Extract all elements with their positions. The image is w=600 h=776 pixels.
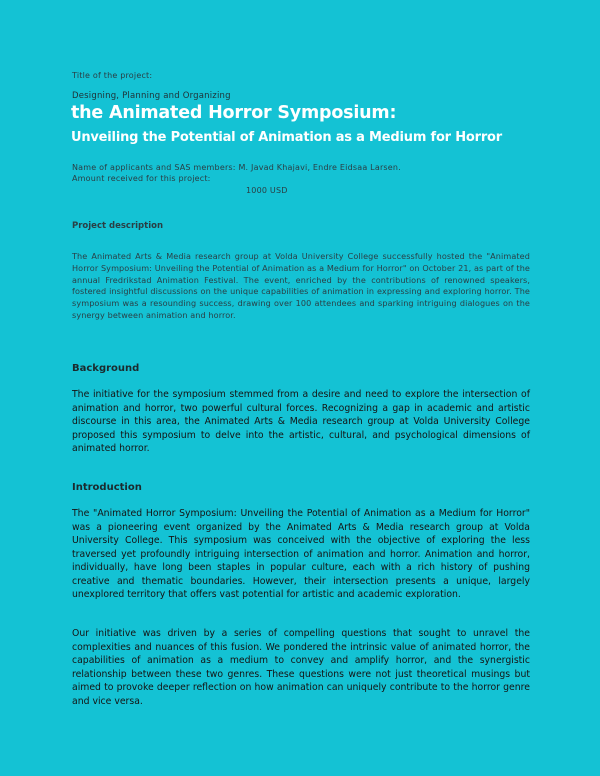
introduction-paragraph-2: Our initiative was driven by a series of compelling questions that sought to unravel the complexities and nuances of this fusion. We pondered the intrinsic value of animated horror, the capabilities of animation as a medium to convey and amplify horror, and the synergistic relationship between these two genres. These questions were not just theoretical musings but aimed to provoke deeper reflection on how animation can uniquely contribute to the horror genre and vice versa. [72, 628, 530, 707]
project-title: the Animated Horror Symposium: [71, 103, 397, 123]
project-description-text: The Animated Arts & Media research group at Volda University College successfully hosted the "Animated Horror Symposium: Unveiling the Potential of Animation as a Medium for Horror" on October 21, as part of the annual Fredrikstad Animation Festival. The event, enriched by the contributions of renowned speakers, fostered insightful discussions on the unique capabilities of animation in expressing and exploring horror. The symposium was a resounding success, drawing over 100 attendees and sparking intriguing dialogues on the synergy between animation and horror. [72, 251, 530, 320]
introduction-paragraph-1: The "Animated Horror Symposium: Unveiling the Potential of Animation as a Medium for Horror" was a pioneering event organized by the Animated Arts & Media research group at Volda University College. This symposium was conceived with the objective of exploring the less traversed yet profoundly intriguing intersection of animation and horror. Animation and horror, individually, have long been staples in popular culture, each with a rich history of pushing creative and thematic boundaries. However, their intersection presents a unique, largely unexplored territory that offers vast potential for artistic and academic exploration. [72, 508, 530, 600]
amount-label: Amount received for this project: [72, 174, 211, 183]
project-subtitle: Designing, Planning and Organizing [72, 91, 231, 101]
project-title-sub: Unveiling the Potential of Animation as a Medium for Horror [71, 130, 502, 145]
background-text: The initiative for the symposium stemmed from a desire and need to explore the intersection of animation and horror, two powerful cultural forces. Recognizing a gap in academic and artistic discourse in this area, the Animated Arts & Media research group at Volda University College proposed this symposium to delve into the artistic, cultural, and psychological dimensions of animated horror. [72, 389, 530, 454]
title-label: Title of the project: [72, 71, 153, 80]
amount-value: 1000 USD [246, 186, 288, 195]
introduction-heading: Introduction [72, 482, 142, 493]
applicants-line: Name of applicants and SAS members: M. Javad Khajavi, Endre Eidsaa Larsen. [72, 163, 401, 172]
background-heading: Background [72, 363, 140, 374]
project-description-heading: Project description [72, 221, 164, 231]
